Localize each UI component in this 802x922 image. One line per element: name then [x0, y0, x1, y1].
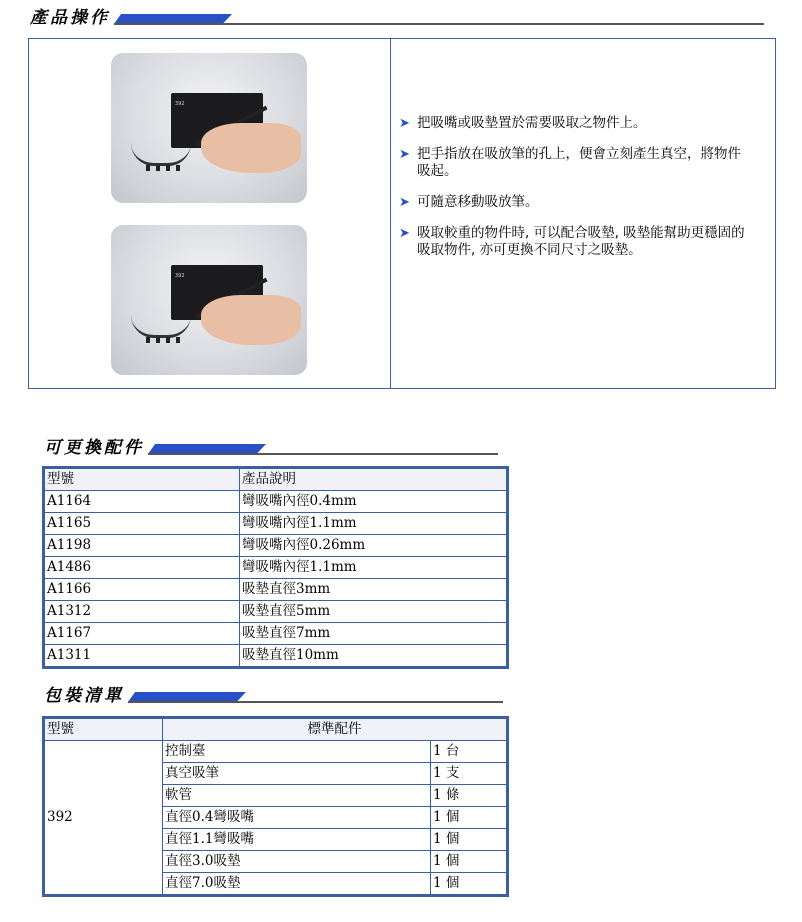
photo-column [29, 39, 391, 388]
table-row: A1166 吸墊直徑3mm [45, 579, 507, 601]
instruction-column [391, 39, 775, 388]
table-row: A1165 彎吸嘴內徑1.1mm [45, 513, 507, 535]
parts-heading [44, 438, 498, 458]
package-model: 392 [45, 741, 163, 895]
table-row: 直徑3.0吸墊 1 個 [45, 851, 507, 873]
instruction-item: ➤ 吸取較重的物件時, 可以配合吸墊, 吸墊能幫助更穩固的吸取物件, 亦可更換不同尺寸之吸墊。 [399, 225, 745, 258]
operation-panel [28, 38, 776, 389]
table-row: 直徑0.4彎吸嘴 1 個 [45, 807, 507, 829]
table-header-row: 型號 產品說明 [45, 469, 507, 491]
table-row: 直徑7.0吸墊 1 個 [45, 873, 507, 895]
instruction-item: ➤ 把吸嘴或吸墊置於需要吸取之物件上。 [399, 115, 647, 131]
parts-title: 可更換配件 [44, 438, 144, 458]
table-row: A1486 彎吸嘴內徑1.1mm [45, 557, 507, 579]
heading-decoration [128, 692, 503, 702]
table-row: A1164 彎吸嘴內徑0.4mm [45, 491, 507, 513]
package-title: 包裝清單 [44, 686, 124, 706]
product-photo-1: 392 [111, 53, 307, 203]
package-heading [44, 686, 503, 706]
arrow-right-icon: ➤ [399, 195, 410, 210]
heading-decoration [148, 444, 498, 454]
operation-title: 產品操作 [30, 8, 110, 28]
package-table [42, 716, 509, 897]
instruction-list [399, 115, 759, 273]
product-photo-2: 392 [111, 225, 307, 375]
table-row: 直徑1.1彎吸嘴 1 個 [45, 829, 507, 851]
table-row: 軟管 1 條 [45, 785, 507, 807]
heading-decoration [114, 14, 764, 24]
instruction-item: ➤ 可隨意移動吸放筆。 [399, 194, 539, 210]
table-row: 真空吸筆 1 支 [45, 763, 507, 785]
arrow-right-icon: ➤ [399, 226, 410, 241]
table-row: A1167 吸墊直徑7mm [45, 623, 507, 645]
instruction-item: ➤ 把手指放在吸放筆的孔上，便會立刻產生真空，將物件吸起。 [399, 146, 741, 179]
table-row: A1198 彎吸嘴內徑0.26mm [45, 535, 507, 557]
table-row: 392 控制臺 1 台 [45, 741, 507, 763]
arrow-right-icon: ➤ [399, 116, 410, 131]
table-header-row: 型號 標準配件 [45, 719, 507, 741]
arrow-right-icon: ➤ [399, 147, 410, 162]
parts-table [42, 466, 509, 669]
table-row: A1312 吸墊直徑5mm [45, 601, 507, 623]
table-row: A1311 吸墊直徑10mm [45, 645, 507, 667]
operation-heading [30, 8, 764, 28]
